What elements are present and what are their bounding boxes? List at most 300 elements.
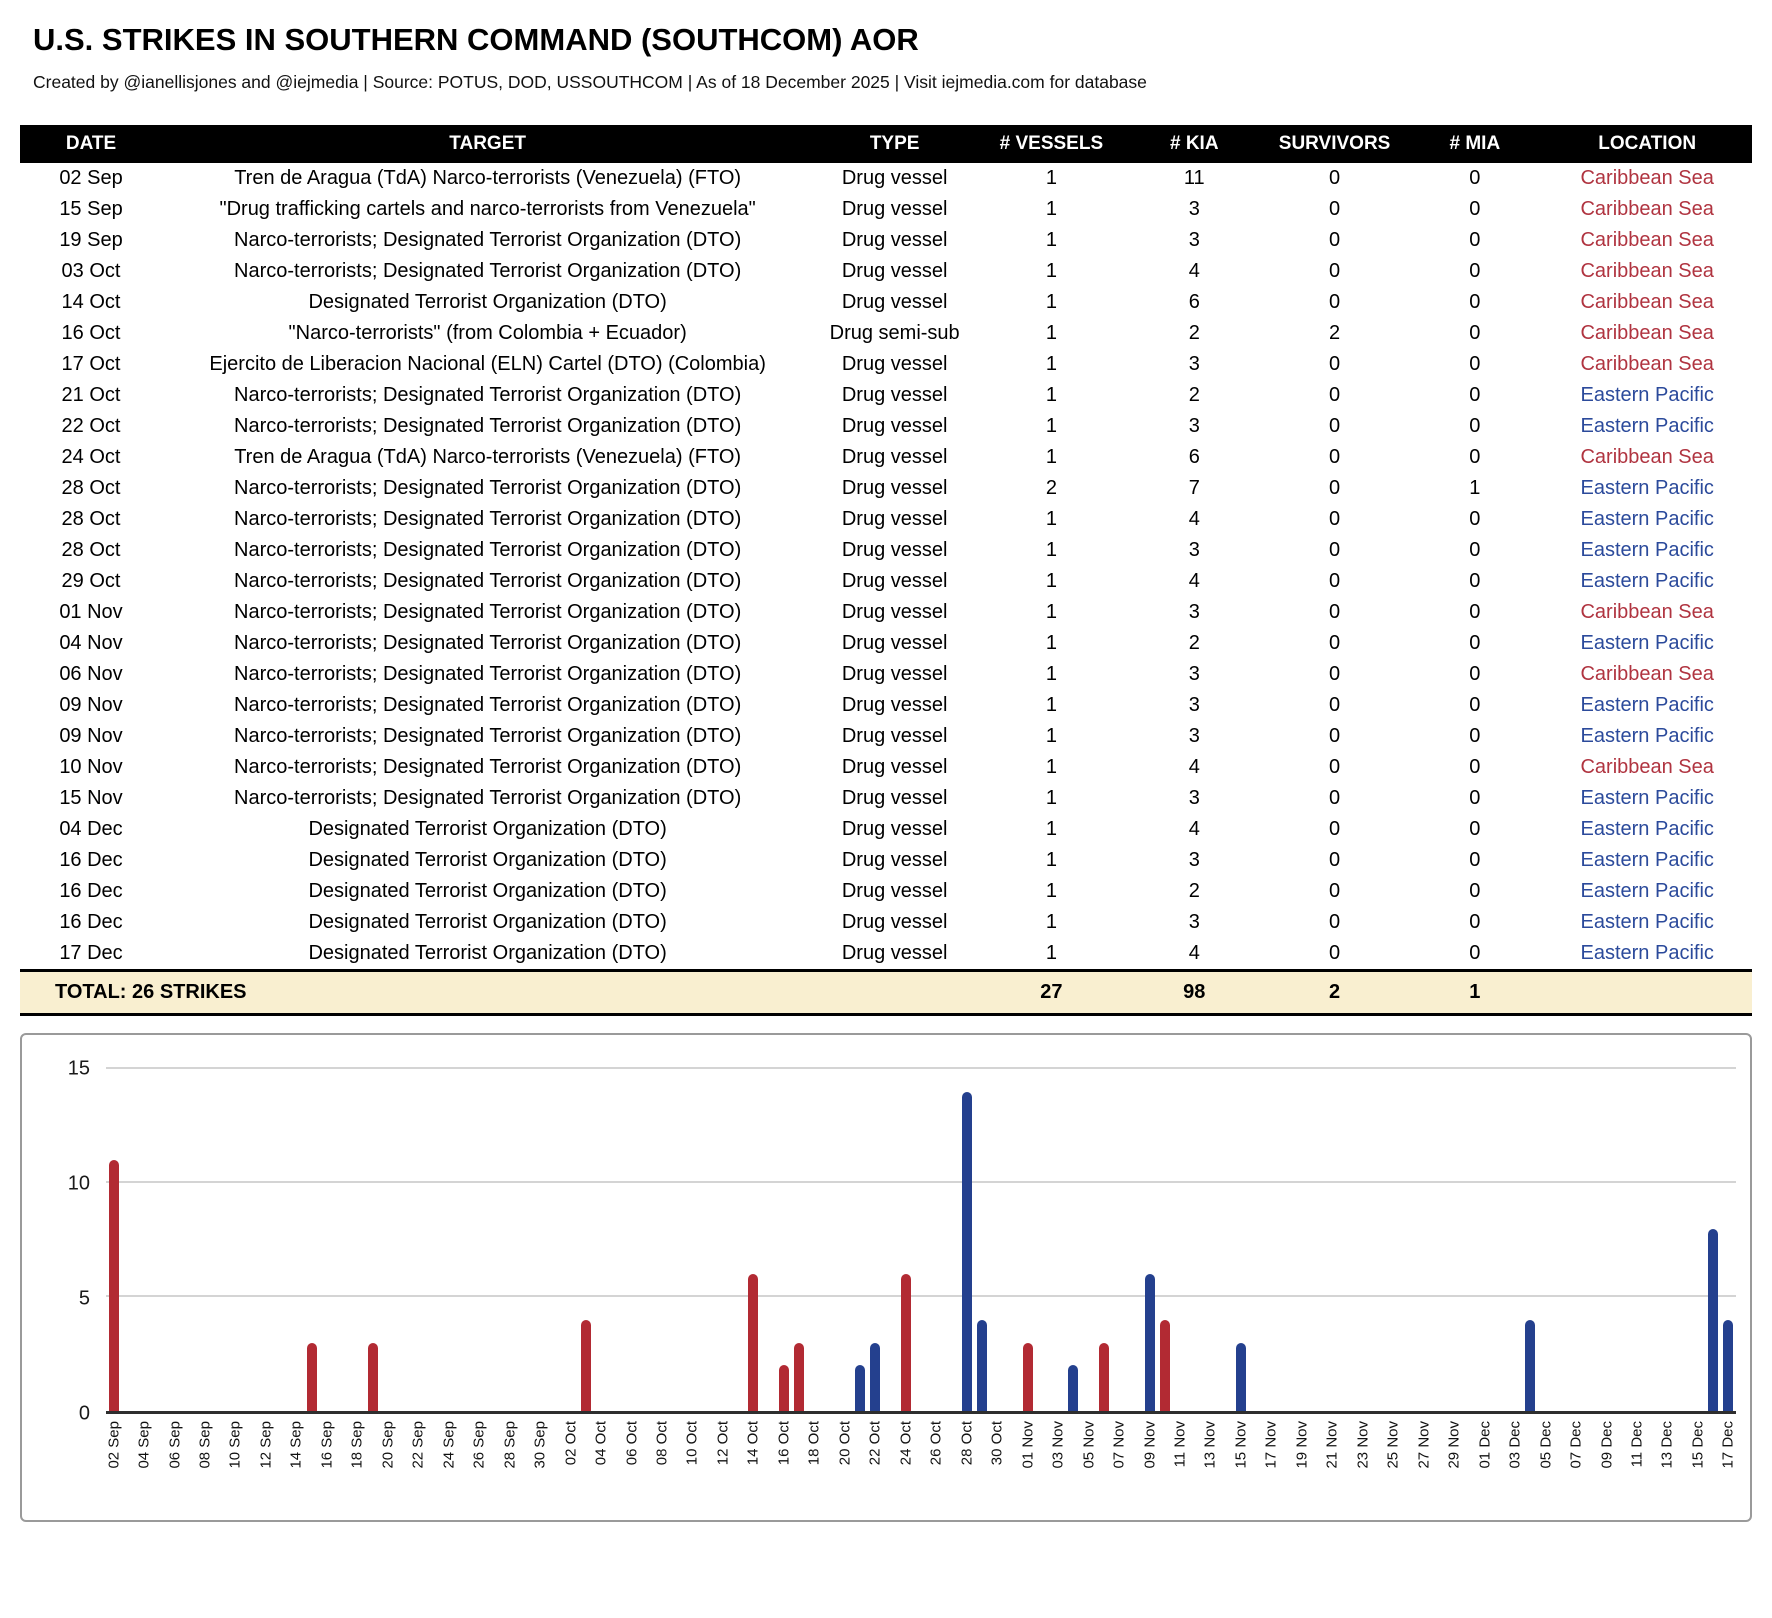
column-header-type: TYPE (813, 125, 976, 163)
cell-survivors: 0 (1328, 384, 1341, 406)
cell-date: 16 Dec (59, 911, 123, 933)
cell-mia: 0 (1469, 880, 1481, 902)
cell-mia: 0 (1469, 260, 1481, 282)
cell-date: 02 Sep (59, 167, 123, 189)
cell-survivors: 0 (1328, 415, 1341, 437)
total-label: TOTAL: 26 STRIKES (20, 971, 976, 1015)
cell-type: Drug vessel (841, 849, 948, 871)
cell-type: Drug vessel (841, 756, 948, 778)
cell-survivors: 0 (1328, 694, 1341, 716)
cell-type: Drug vessel (841, 818, 948, 840)
table-row (20, 752, 1752, 783)
cell-mia: 0 (1469, 694, 1481, 716)
cell-survivors: 0 (1328, 477, 1341, 499)
cell-target: Tren de Aragua (TdA) Narco-terrorists (Venezuela) (FTO) (234, 167, 742, 189)
cell-target: Narco-terrorists; Designated Terrorist Organization (DTO) (234, 725, 742, 747)
cell-kia: 3 (1188, 229, 1200, 251)
cell-target: Narco-terrorists; Designated Terrorist Organization (DTO) (234, 632, 742, 654)
bar-15-sep (307, 1343, 317, 1411)
y-tick-label-15: 15 (67, 1057, 90, 1080)
cell-date: 17 Dec (59, 942, 123, 964)
cell-kia: 2 (1188, 322, 1200, 344)
table-row (20, 938, 1752, 971)
cell-mia: 0 (1469, 725, 1481, 747)
cell-location: Caribbean Sea (1580, 260, 1714, 282)
x-tick-label-25-nov: 25 Nov (1384, 1421, 1402, 1469)
table-footer (20, 971, 1752, 1015)
cell-vessels: 1 (1045, 663, 1057, 685)
cell-type: Drug vessel (841, 570, 948, 592)
bar-28-oct (962, 1092, 972, 1411)
cell-date: 04 Nov (59, 632, 123, 654)
cell-target: Designated Terrorist Organization (DTO) (308, 880, 667, 902)
cell-kia: 6 (1188, 291, 1200, 313)
cell-kia: 4 (1188, 508, 1200, 530)
cell-kia: 3 (1188, 694, 1200, 716)
cell-survivors: 0 (1328, 601, 1341, 623)
cell-vessels: 1 (1045, 291, 1057, 313)
table-row (20, 411, 1752, 442)
page-title: U.S. STRIKES IN SOUTHERN COMMAND (SOUTHCOM) AOR (33, 22, 919, 57)
cell-type: Drug semi-sub (829, 322, 960, 344)
cell-location: Eastern Pacific (1580, 570, 1714, 592)
bar-22-oct (870, 1343, 880, 1411)
cell-mia: 0 (1469, 818, 1481, 840)
cell-type: Drug vessel (841, 911, 948, 933)
cell-vessels: 1 (1045, 508, 1057, 530)
cell-target: Narco-terrorists; Designated Terrorist Organization (DTO) (234, 570, 742, 592)
cell-type: Drug vessel (841, 477, 948, 499)
cell-type: Drug vessel (841, 198, 948, 220)
cell-location: Eastern Pacific (1580, 880, 1714, 902)
cell-survivors: 0 (1328, 508, 1341, 530)
cell-mia: 0 (1469, 508, 1481, 530)
cell-date: 17 Oct (61, 353, 121, 375)
bar-16-dec (1708, 1229, 1718, 1411)
bar-14-oct (748, 1274, 758, 1411)
plot-area (106, 1069, 1736, 1414)
cell-type: Drug vessel (841, 446, 948, 468)
x-tick-label-19-nov: 19 Nov (1293, 1421, 1311, 1469)
cell-kia: 3 (1188, 353, 1200, 375)
bar-10-nov (1160, 1320, 1170, 1411)
bar-15-nov (1236, 1343, 1246, 1411)
x-tick-label-13-dec: 13 Dec (1658, 1421, 1676, 1469)
table-row (20, 194, 1752, 225)
cell-kia: 2 (1188, 880, 1200, 902)
x-tick-label-12-oct: 12 Oct (714, 1421, 732, 1466)
table-row (20, 876, 1752, 907)
x-tick-label-28-sep: 28 Sep (501, 1421, 519, 1469)
cell-kia: 3 (1188, 725, 1200, 747)
column-header-mia: # MIA (1407, 125, 1542, 163)
cell-mia: 0 (1469, 229, 1481, 251)
x-tick-label-10-oct: 10 Oct (683, 1421, 701, 1466)
cell-location: Caribbean Sea (1580, 167, 1714, 189)
x-tick-label-08-oct: 08 Oct (653, 1421, 671, 1466)
table-row (20, 442, 1752, 473)
cell-location: Eastern Pacific (1580, 818, 1714, 840)
cell-vessels: 1 (1045, 229, 1057, 251)
bar-09-nov (1145, 1274, 1155, 1411)
cell-target: Designated Terrorist Organization (DTO) (308, 291, 667, 313)
cell-survivors: 0 (1328, 570, 1341, 592)
bar-17-oct (794, 1343, 804, 1411)
table-row (20, 814, 1752, 845)
cell-target: Narco-terrorists; Designated Terrorist Organization (DTO) (234, 787, 742, 809)
cell-target: Narco-terrorists; Designated Terrorist Organization (DTO) (234, 384, 742, 406)
cell-mia: 0 (1469, 322, 1481, 344)
cell-mia: 0 (1469, 539, 1481, 561)
x-tick-label-05-nov: 05 Nov (1080, 1421, 1098, 1469)
cell-survivors: 0 (1328, 818, 1341, 840)
x-tick-label-14-oct: 14 Oct (744, 1421, 762, 1466)
cell-vessels: 1 (1045, 694, 1057, 716)
cell-vessels: 1 (1045, 415, 1057, 437)
cell-type: Drug vessel (841, 725, 948, 747)
x-tick-label-22-sep: 22 Sep (409, 1421, 427, 1469)
cell-location: Eastern Pacific (1580, 508, 1714, 530)
y-tick-label-10: 10 (67, 1172, 90, 1195)
x-tick-label-28-oct: 28 Oct (958, 1421, 976, 1466)
cell-kia: 3 (1188, 911, 1200, 933)
cell-kia: 3 (1188, 849, 1200, 871)
cell-kia: 4 (1188, 756, 1200, 778)
cell-location: Caribbean Sea (1580, 756, 1714, 778)
table-row (20, 535, 1752, 566)
cell-kia: 7 (1188, 477, 1200, 499)
cell-vessels: 1 (1045, 570, 1057, 592)
cell-vessels: 1 (1045, 942, 1057, 964)
x-tick-label-24-oct: 24 Oct (897, 1421, 915, 1466)
cell-mia: 0 (1469, 353, 1481, 375)
cell-target: Narco-terrorists; Designated Terrorist Organization (DTO) (234, 229, 742, 251)
cell-survivors: 2 (1328, 322, 1341, 344)
x-tick-label-21-nov: 21 Nov (1323, 1421, 1341, 1469)
bar-04-nov (1068, 1365, 1078, 1411)
cell-mia: 0 (1469, 291, 1481, 313)
x-tick-label-20-oct: 20 Oct (836, 1421, 854, 1466)
cell-vessels: 1 (1045, 539, 1057, 561)
cell-location: Caribbean Sea (1580, 601, 1714, 623)
x-tick-label-11-dec: 11 Dec (1628, 1421, 1646, 1468)
cell-mia: 0 (1469, 384, 1481, 406)
x-tick-label-02-sep: 02 Sep (105, 1421, 123, 1469)
cell-target: Designated Terrorist Organization (DTO) (308, 911, 667, 933)
table-row (20, 628, 1752, 659)
cell-type: Drug vessel (841, 663, 948, 685)
cell-kia: 2 (1188, 384, 1200, 406)
cell-vessels: 1 (1045, 725, 1057, 747)
cell-location: Eastern Pacific (1580, 415, 1714, 437)
cell-location: Eastern Pacific (1580, 477, 1714, 499)
cell-date: 09 Nov (59, 725, 123, 747)
table-row (20, 318, 1752, 349)
x-tick-label-01-dec: 01 Dec (1476, 1421, 1494, 1469)
cell-survivors: 0 (1328, 198, 1341, 220)
bar-29-oct (977, 1320, 987, 1411)
x-tick-label-04-oct: 04 Oct (592, 1421, 610, 1466)
x-tick-label-06-oct: 06 Oct (623, 1421, 641, 1466)
cell-location: Caribbean Sea (1580, 322, 1714, 344)
x-tick-label-05-dec: 05 Dec (1537, 1421, 1555, 1469)
cell-location: Eastern Pacific (1580, 911, 1714, 933)
cell-location: Caribbean Sea (1580, 198, 1714, 220)
gridline-15 (106, 1067, 1736, 1069)
x-tick-label-14-sep: 14 Sep (287, 1421, 305, 1469)
cell-location: Caribbean Sea (1580, 446, 1714, 468)
x-tick-label-01-nov: 01 Nov (1019, 1421, 1037, 1469)
x-tick-label-03-dec: 03 Dec (1506, 1421, 1524, 1469)
table-row (20, 380, 1752, 411)
cell-type: Drug vessel (841, 508, 948, 530)
bar-16-oct (779, 1365, 789, 1411)
page-subtitle: Created by @ianellisjones and @iejmedia | Source: POTUS, DOD, USSOUTHCOM | As of 18 December 2025 | Visit iejmedia.com for database (33, 72, 1147, 92)
column-header-kia: # KIA (1127, 125, 1262, 163)
cell-survivors: 0 (1328, 849, 1341, 871)
x-tick-label-09-nov: 09 Nov (1141, 1421, 1158, 1469)
x-tick-label-24-sep: 24 Sep (440, 1421, 458, 1469)
cell-kia: 4 (1188, 818, 1200, 840)
cell-type: Drug vessel (841, 353, 948, 375)
cell-date: 29 Oct (61, 570, 121, 592)
cell-vessels: 1 (1045, 911, 1057, 933)
cell-date: 21 Oct (61, 384, 121, 406)
cell-location: Eastern Pacific (1580, 632, 1714, 654)
x-tick-label-13-nov: 13 Nov (1201, 1421, 1219, 1469)
cell-kia: 3 (1188, 198, 1200, 220)
table-row (20, 597, 1752, 628)
cell-kia: 3 (1188, 663, 1200, 685)
cell-vessels: 1 (1045, 384, 1057, 406)
cell-location: Caribbean Sea (1580, 353, 1714, 375)
cell-target: Designated Terrorist Organization (DTO) (308, 818, 667, 840)
x-tick-label-07-dec: 07 Dec (1567, 1421, 1585, 1469)
cell-location: Eastern Pacific (1580, 539, 1714, 561)
x-tick-label-15-nov: 15 Nov (1232, 1421, 1250, 1469)
strikes-table (20, 125, 1752, 1016)
x-axis (28, 1414, 1736, 1514)
cell-location: Eastern Pacific (1580, 787, 1714, 809)
cell-type: Drug vessel (841, 539, 948, 561)
x-tick-label-20-sep: 20 Sep (379, 1421, 397, 1469)
cell-date: 04 Dec (59, 818, 123, 840)
cell-date: 28 Oct (61, 508, 121, 530)
cell-location: Eastern Pacific (1580, 384, 1714, 406)
table-row (20, 659, 1752, 690)
cell-survivors: 0 (1328, 260, 1341, 282)
table-row (20, 163, 1752, 194)
cell-target: Tren de Aragua (TdA) Narco-terrorists (Venezuela) (FTO) (234, 446, 742, 468)
cell-target: "Drug trafficking cartels and narco-terrorists from Venezuela" (219, 198, 756, 220)
cell-date: 28 Oct (61, 539, 121, 561)
cell-survivors: 0 (1328, 291, 1341, 313)
cell-target: Designated Terrorist Organization (DTO) (308, 849, 667, 871)
total-survivors: 2 (1262, 971, 1407, 1015)
cell-vessels: 1 (1045, 167, 1057, 189)
column-header-survivors: SURVIVORS (1262, 125, 1407, 163)
cell-vessels: 1 (1045, 880, 1057, 902)
cell-target: Narco-terrorists; Designated Terrorist Organization (DTO) (234, 601, 742, 623)
cell-target: Narco-terrorists; Designated Terrorist Organization (DTO) (234, 477, 742, 499)
cell-mia: 0 (1469, 787, 1481, 809)
bar-06-nov (1099, 1343, 1109, 1411)
cell-mia: 0 (1469, 911, 1481, 933)
x-tick-label-16-oct: 16 Oct (775, 1421, 793, 1466)
gridline-5 (106, 1295, 1736, 1297)
table-row (20, 504, 1752, 535)
total-mia: 1 (1407, 971, 1542, 1015)
cell-mia: 0 (1469, 601, 1481, 623)
cell-date: 03 Oct (61, 260, 121, 282)
column-header-vessels: # VESSELS (976, 125, 1127, 163)
bar-21-oct (855, 1365, 865, 1411)
cell-target: Designated Terrorist Organization (DTO) (308, 942, 667, 964)
bar-03-oct (581, 1320, 591, 1411)
cell-survivors: 0 (1328, 725, 1341, 747)
cell-location: Eastern Pacific (1580, 849, 1714, 871)
table-row (20, 907, 1752, 938)
x-tick-label-09-dec: 09 Dec (1598, 1421, 1615, 1469)
x-tick-label-26-oct: 26 Oct (927, 1421, 945, 1466)
table-header (20, 125, 1752, 163)
cell-vessels: 1 (1045, 601, 1057, 623)
cell-date: 15 Nov (59, 787, 123, 809)
cell-mia: 0 (1469, 849, 1481, 871)
table-body (20, 163, 1752, 971)
table-row (20, 256, 1752, 287)
cell-type: Drug vessel (841, 942, 948, 964)
cell-location: Caribbean Sea (1580, 229, 1714, 251)
column-header-date: DATE (20, 125, 162, 163)
cell-kia: 4 (1188, 942, 1200, 964)
cell-vessels: 1 (1045, 849, 1057, 871)
cell-mia: 0 (1469, 198, 1481, 220)
x-tick-label-18-oct: 18 Oct (805, 1421, 823, 1466)
x-tick-label-18-sep: 18 Sep (348, 1421, 366, 1469)
cell-vessels: 1 (1045, 446, 1057, 468)
cell-mia: 1 (1469, 477, 1481, 499)
cell-kia: 4 (1188, 570, 1200, 592)
cell-target: Narco-terrorists; Designated Terrorist Organization (DTO) (234, 756, 742, 778)
x-tick-label-07-nov: 07 Nov (1110, 1421, 1128, 1469)
cell-location: Eastern Pacific (1580, 694, 1714, 716)
cell-vessels: 1 (1045, 322, 1057, 344)
table-row (20, 473, 1752, 504)
table-header-row (20, 125, 1752, 163)
x-tick-label-17-dec: 17 Dec (1719, 1421, 1737, 1469)
cell-kia: 11 (1183, 167, 1205, 189)
x-tick-label-08-sep: 08 Sep (196, 1421, 214, 1469)
kia-bar-chart (20, 1033, 1752, 1522)
cell-survivors: 0 (1328, 353, 1341, 375)
x-tick-label-10-sep: 10 Sep (226, 1421, 244, 1469)
cell-date: 01 Nov (59, 601, 123, 623)
cell-vessels: 1 (1045, 353, 1057, 375)
cell-date: 16 Oct (61, 322, 121, 344)
cell-kia: 6 (1188, 446, 1200, 468)
cell-survivors: 0 (1328, 756, 1341, 778)
bar-04-dec (1525, 1320, 1535, 1411)
cell-mia: 0 (1469, 446, 1481, 468)
cell-kia: 3 (1188, 415, 1200, 437)
gridline-10 (106, 1181, 1736, 1183)
x-axis-spacer (28, 1414, 106, 1514)
total-kia: 98 (1127, 971, 1262, 1015)
cell-date: 09 Nov (59, 694, 123, 716)
cell-type: Drug vessel (841, 601, 948, 623)
cell-vessels: 1 (1045, 260, 1057, 282)
bar-24-oct (901, 1274, 911, 1411)
cell-survivors: 0 (1328, 911, 1341, 933)
cell-survivors: 0 (1328, 880, 1341, 902)
cell-kia: 4 (1188, 260, 1200, 282)
table-row (20, 721, 1752, 752)
table-row (20, 225, 1752, 256)
cell-target: Narco-terrorists; Designated Terrorist Organization (DTO) (234, 508, 742, 530)
x-tick-label-26-sep: 26 Sep (470, 1421, 488, 1469)
cell-mia: 0 (1469, 663, 1481, 685)
cell-target: Ejercito de Liberacion Nacional (ELN) Cartel (DTO) (Colombia) (209, 353, 766, 375)
cell-kia: 3 (1188, 601, 1200, 623)
bar-19-sep (368, 1343, 378, 1411)
bar-01-nov (1023, 1343, 1033, 1411)
x-tick-label-16-sep: 16 Sep (318, 1421, 336, 1469)
x-tick-label-17-nov: 17 Nov (1262, 1421, 1280, 1469)
cell-mia: 0 (1469, 167, 1481, 189)
cell-kia: 3 (1188, 539, 1200, 561)
table-row (20, 566, 1752, 597)
cell-survivors: 0 (1328, 663, 1341, 685)
cell-location: Caribbean Sea (1580, 291, 1714, 313)
cell-type: Drug vessel (841, 291, 948, 313)
x-tick-label-30-sep: 30 Sep (531, 1421, 549, 1469)
cell-date: 14 Oct (61, 291, 121, 313)
cell-date: 16 Dec (59, 849, 123, 871)
cell-type: Drug vessel (841, 167, 948, 189)
table-total-row (20, 971, 1752, 1015)
cell-vessels: 1 (1045, 756, 1057, 778)
cell-target: "Narco-terrorists" (from Colombia + Ecuador) (288, 322, 687, 344)
cell-mia: 0 (1469, 415, 1481, 437)
cell-type: Drug vessel (841, 384, 948, 406)
cell-mia: 0 (1469, 632, 1481, 654)
cell-type: Drug vessel (841, 260, 948, 282)
cell-mia: 0 (1469, 756, 1481, 778)
cell-target: Narco-terrorists; Designated Terrorist Organization (DTO) (234, 694, 742, 716)
total-vessels: 27 (976, 971, 1127, 1015)
x-tick-label-23-nov: 23 Nov (1354, 1421, 1372, 1469)
cell-type: Drug vessel (841, 880, 948, 902)
cell-target: Narco-terrorists; Designated Terrorist Organization (DTO) (234, 539, 742, 561)
x-tick-label-02-oct: 02 Oct (562, 1421, 580, 1466)
table-row (20, 690, 1752, 721)
cell-date: 28 Oct (61, 477, 121, 499)
cell-vessels: 1 (1045, 787, 1057, 809)
x-tick-label-30-oct: 30 Oct (988, 1421, 1006, 1466)
cell-type: Drug vessel (841, 229, 948, 251)
x-tick-label-29-nov: 29 Nov (1445, 1421, 1463, 1469)
cell-location: Eastern Pacific (1580, 942, 1714, 964)
x-tick-strip (106, 1414, 1736, 1514)
cell-target: Narco-terrorists; Designated Terrorist Organization (DTO) (234, 415, 742, 437)
y-tick-label-0: 0 (78, 1402, 90, 1425)
cell-date: 19 Sep (59, 229, 123, 251)
table-row (20, 287, 1752, 318)
column-header-location: LOCATION (1542, 125, 1752, 163)
cell-location: Eastern Pacific (1580, 725, 1714, 747)
cell-type: Drug vessel (841, 694, 948, 716)
